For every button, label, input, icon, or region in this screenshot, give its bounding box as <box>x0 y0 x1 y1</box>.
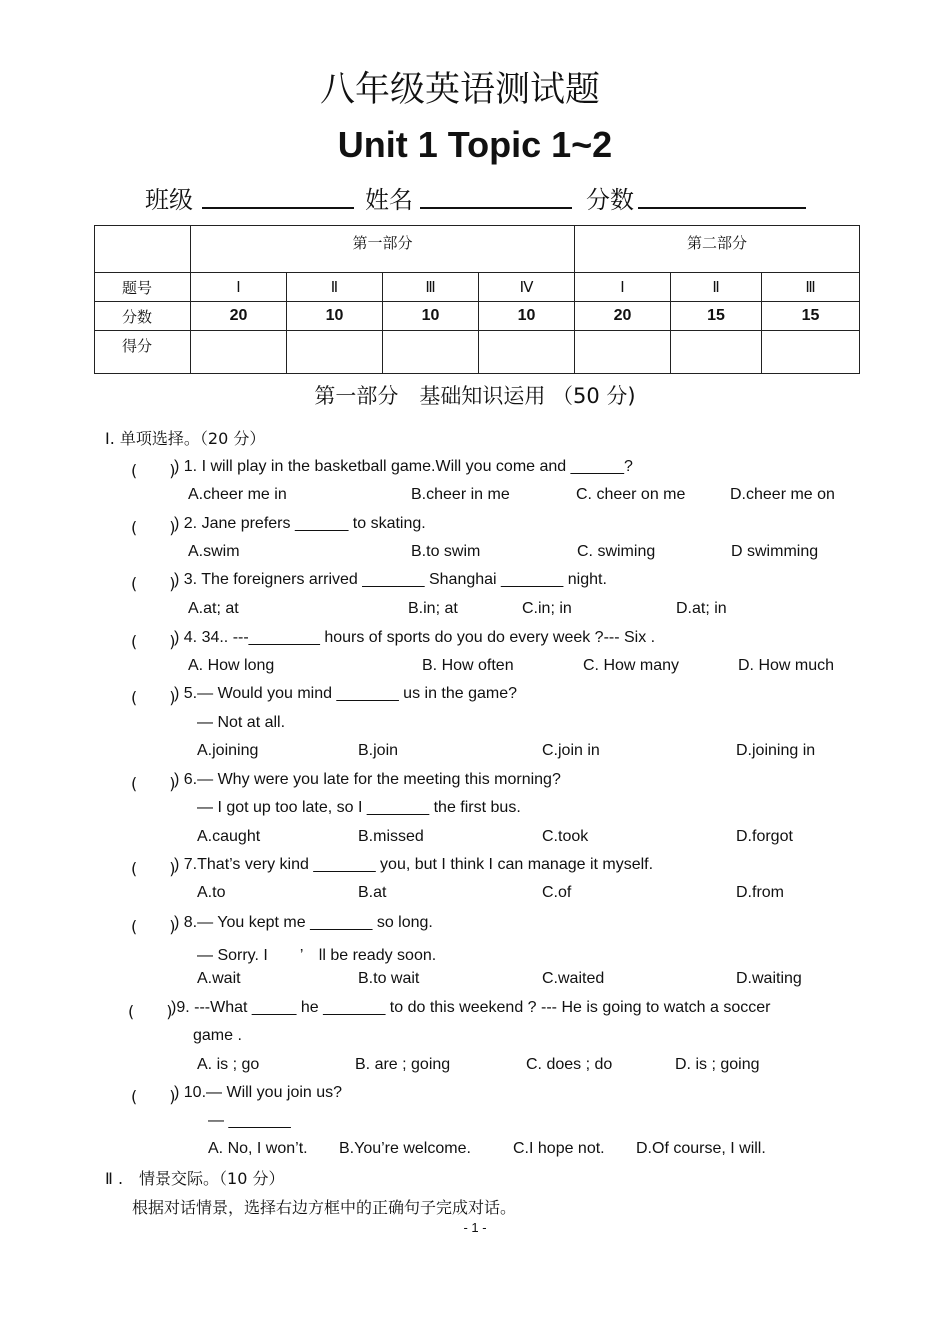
option: D.from <box>736 884 784 901</box>
answer-paren[interactable]: ( ) <box>131 917 176 936</box>
option: B.to wait <box>358 970 420 987</box>
option: B.in; at <box>408 600 458 617</box>
numeral-cell: Ⅱ <box>287 273 383 302</box>
option: C. swiming <box>577 543 656 560</box>
question-stem: ) 3. The foreigners arrived _______ Shanghai _______ night. <box>174 571 607 588</box>
question-line2: game . <box>193 1027 242 1044</box>
question-stem: ) 6.— Why were you late for the meeting this morning? <box>174 771 561 788</box>
numeral-cell: Ⅰ <box>191 273 287 302</box>
name-blank[interactable] <box>420 207 572 209</box>
option: B.join <box>358 742 399 759</box>
question-line2: — _______ <box>208 1112 291 1129</box>
option: B.missed <box>358 828 424 845</box>
page-title: 八年级英语测试题 <box>319 70 600 110</box>
option: D.Of course, I will. <box>636 1140 766 1157</box>
points-cell: 15 <box>762 302 860 331</box>
section1-heading: Ⅰ. 单项选择。（20 分） <box>105 429 266 448</box>
option: A.swim <box>188 543 240 560</box>
part1-heading: 第一部分 基础知识运用 （50 分) <box>314 384 636 408</box>
score-blank[interactable] <box>638 207 806 209</box>
table-part2-header: 第二部分 <box>575 226 860 273</box>
answer-paren[interactable]: ( ) <box>131 859 176 878</box>
option: D. is ; going <box>675 1056 760 1073</box>
option: B.at <box>358 884 387 901</box>
question-line2: — Sorry. I ’ ll be ready soon. <box>197 947 437 964</box>
answer-paren[interactable]: ( ) <box>128 1002 173 1021</box>
option: D.cheer me on <box>730 486 835 503</box>
question-stem: )9. ---What _____ he _______ to do this weekend ? --- He is going to watch a soccer <box>171 999 771 1016</box>
score-table <box>94 225 860 374</box>
points-cell: 15 <box>671 302 762 331</box>
page-subtitle: Unit 1 Topic 1~2 <box>337 124 613 165</box>
question-stem: ) 4. 34.. ---________ hours of sports do you do every week ?--- Six . <box>174 629 656 646</box>
option: A. No, I won’t. <box>208 1140 308 1157</box>
score-entry-cell[interactable] <box>671 331 762 374</box>
score-entry-cell[interactable] <box>575 331 671 374</box>
option: D.waiting <box>736 970 802 987</box>
question-stem: ) 8.— You kept me _______ so long. <box>174 914 433 931</box>
question-stem: ) 2. Jane prefers ______ to skating. <box>174 515 426 532</box>
question-line2: — I got up too late, so I _______ the first bus. <box>197 799 521 816</box>
numeral-cell: Ⅳ <box>479 273 575 302</box>
option: C.waited <box>542 970 605 987</box>
option: A.at; at <box>188 600 239 617</box>
question-line2: — Not at all. <box>197 714 286 731</box>
option: D swimming <box>731 543 819 560</box>
row-label-question-no: 题号 <box>95 273 191 302</box>
option: A.to <box>197 884 226 901</box>
answer-paren[interactable]: ( ) <box>131 518 176 537</box>
option: B. are ; going <box>355 1056 451 1073</box>
class-blank[interactable] <box>202 207 354 209</box>
points-cell: 20 <box>575 302 671 331</box>
row-label-score: 得分 <box>95 331 191 374</box>
option: C.I hope not. <box>513 1140 605 1157</box>
option: C.in; in <box>522 600 572 617</box>
numeral-cell: Ⅱ <box>671 273 762 302</box>
numeral-cell: Ⅲ <box>762 273 860 302</box>
question-stem: ) 1. I will play in the basketball game.Will you come and ______? <box>174 458 633 475</box>
points-cell: 10 <box>383 302 479 331</box>
option: C. does ; do <box>526 1056 613 1073</box>
question-stem: ) 10.— Will you join us? <box>174 1084 343 1101</box>
section2-instruction: 根据对话情景，选择右边方框中的正确句子完成对话。 <box>132 1198 517 1217</box>
option: B.You’re welcome. <box>339 1140 471 1157</box>
section2-heading: Ⅱ . 情景交际。（10 分） <box>105 1169 285 1188</box>
option: C.took <box>542 828 589 845</box>
option: B.cheer in me <box>411 486 510 503</box>
option: C.of <box>542 884 572 901</box>
score-entry-cell[interactable] <box>287 331 383 374</box>
option: D.at; in <box>676 600 727 617</box>
option: A.caught <box>197 828 261 845</box>
table-part1-header: 第一部分 <box>191 226 575 273</box>
table-corner <box>95 226 191 273</box>
numeral-cell: Ⅲ <box>383 273 479 302</box>
answer-paren[interactable]: ( ) <box>131 774 176 793</box>
option: D.forgot <box>736 828 793 845</box>
answer-paren[interactable]: ( ) <box>131 461 176 480</box>
option: A.cheer me in <box>188 486 287 503</box>
points-cell: 10 <box>287 302 383 331</box>
option: C. How many <box>583 657 680 674</box>
option: C. cheer on me <box>576 486 686 503</box>
option: C.join in <box>542 742 600 759</box>
answer-paren[interactable]: ( ) <box>131 574 176 593</box>
score-entry-cell[interactable] <box>479 331 575 374</box>
option: B.to swim <box>411 543 481 560</box>
option: B. How often <box>422 657 514 674</box>
points-cell: 20 <box>191 302 287 331</box>
points-cell: 10 <box>479 302 575 331</box>
option: D.joining in <box>736 742 816 759</box>
option: A.wait <box>197 970 241 987</box>
question-stem: ) 7.That’s very kind _______ you, but I think I can manage it myself. <box>174 856 654 873</box>
answer-paren[interactable]: ( ) <box>131 688 176 707</box>
option: A. is ; go <box>197 1056 260 1073</box>
row-label-points: 分数 <box>95 302 191 331</box>
score-entry-cell[interactable] <box>383 331 479 374</box>
class-label: 班级 <box>145 186 193 214</box>
question-stem: ) 5.— Would you mind _______ us in the game? <box>174 685 518 702</box>
answer-paren[interactable]: ( ) <box>131 632 176 651</box>
score-entry-cell[interactable] <box>762 331 860 374</box>
score-entry-cell[interactable] <box>191 331 287 374</box>
option: A.joining <box>197 742 259 759</box>
answer-paren[interactable]: ( ) <box>131 1087 176 1106</box>
name-label: 姓名 <box>365 186 413 214</box>
score-label: 分数 <box>586 186 634 214</box>
page-number: - 1 - <box>463 1220 487 1235</box>
numeral-cell: Ⅰ <box>575 273 671 302</box>
option: D. How much <box>738 657 835 674</box>
option: A. How long <box>188 657 275 674</box>
